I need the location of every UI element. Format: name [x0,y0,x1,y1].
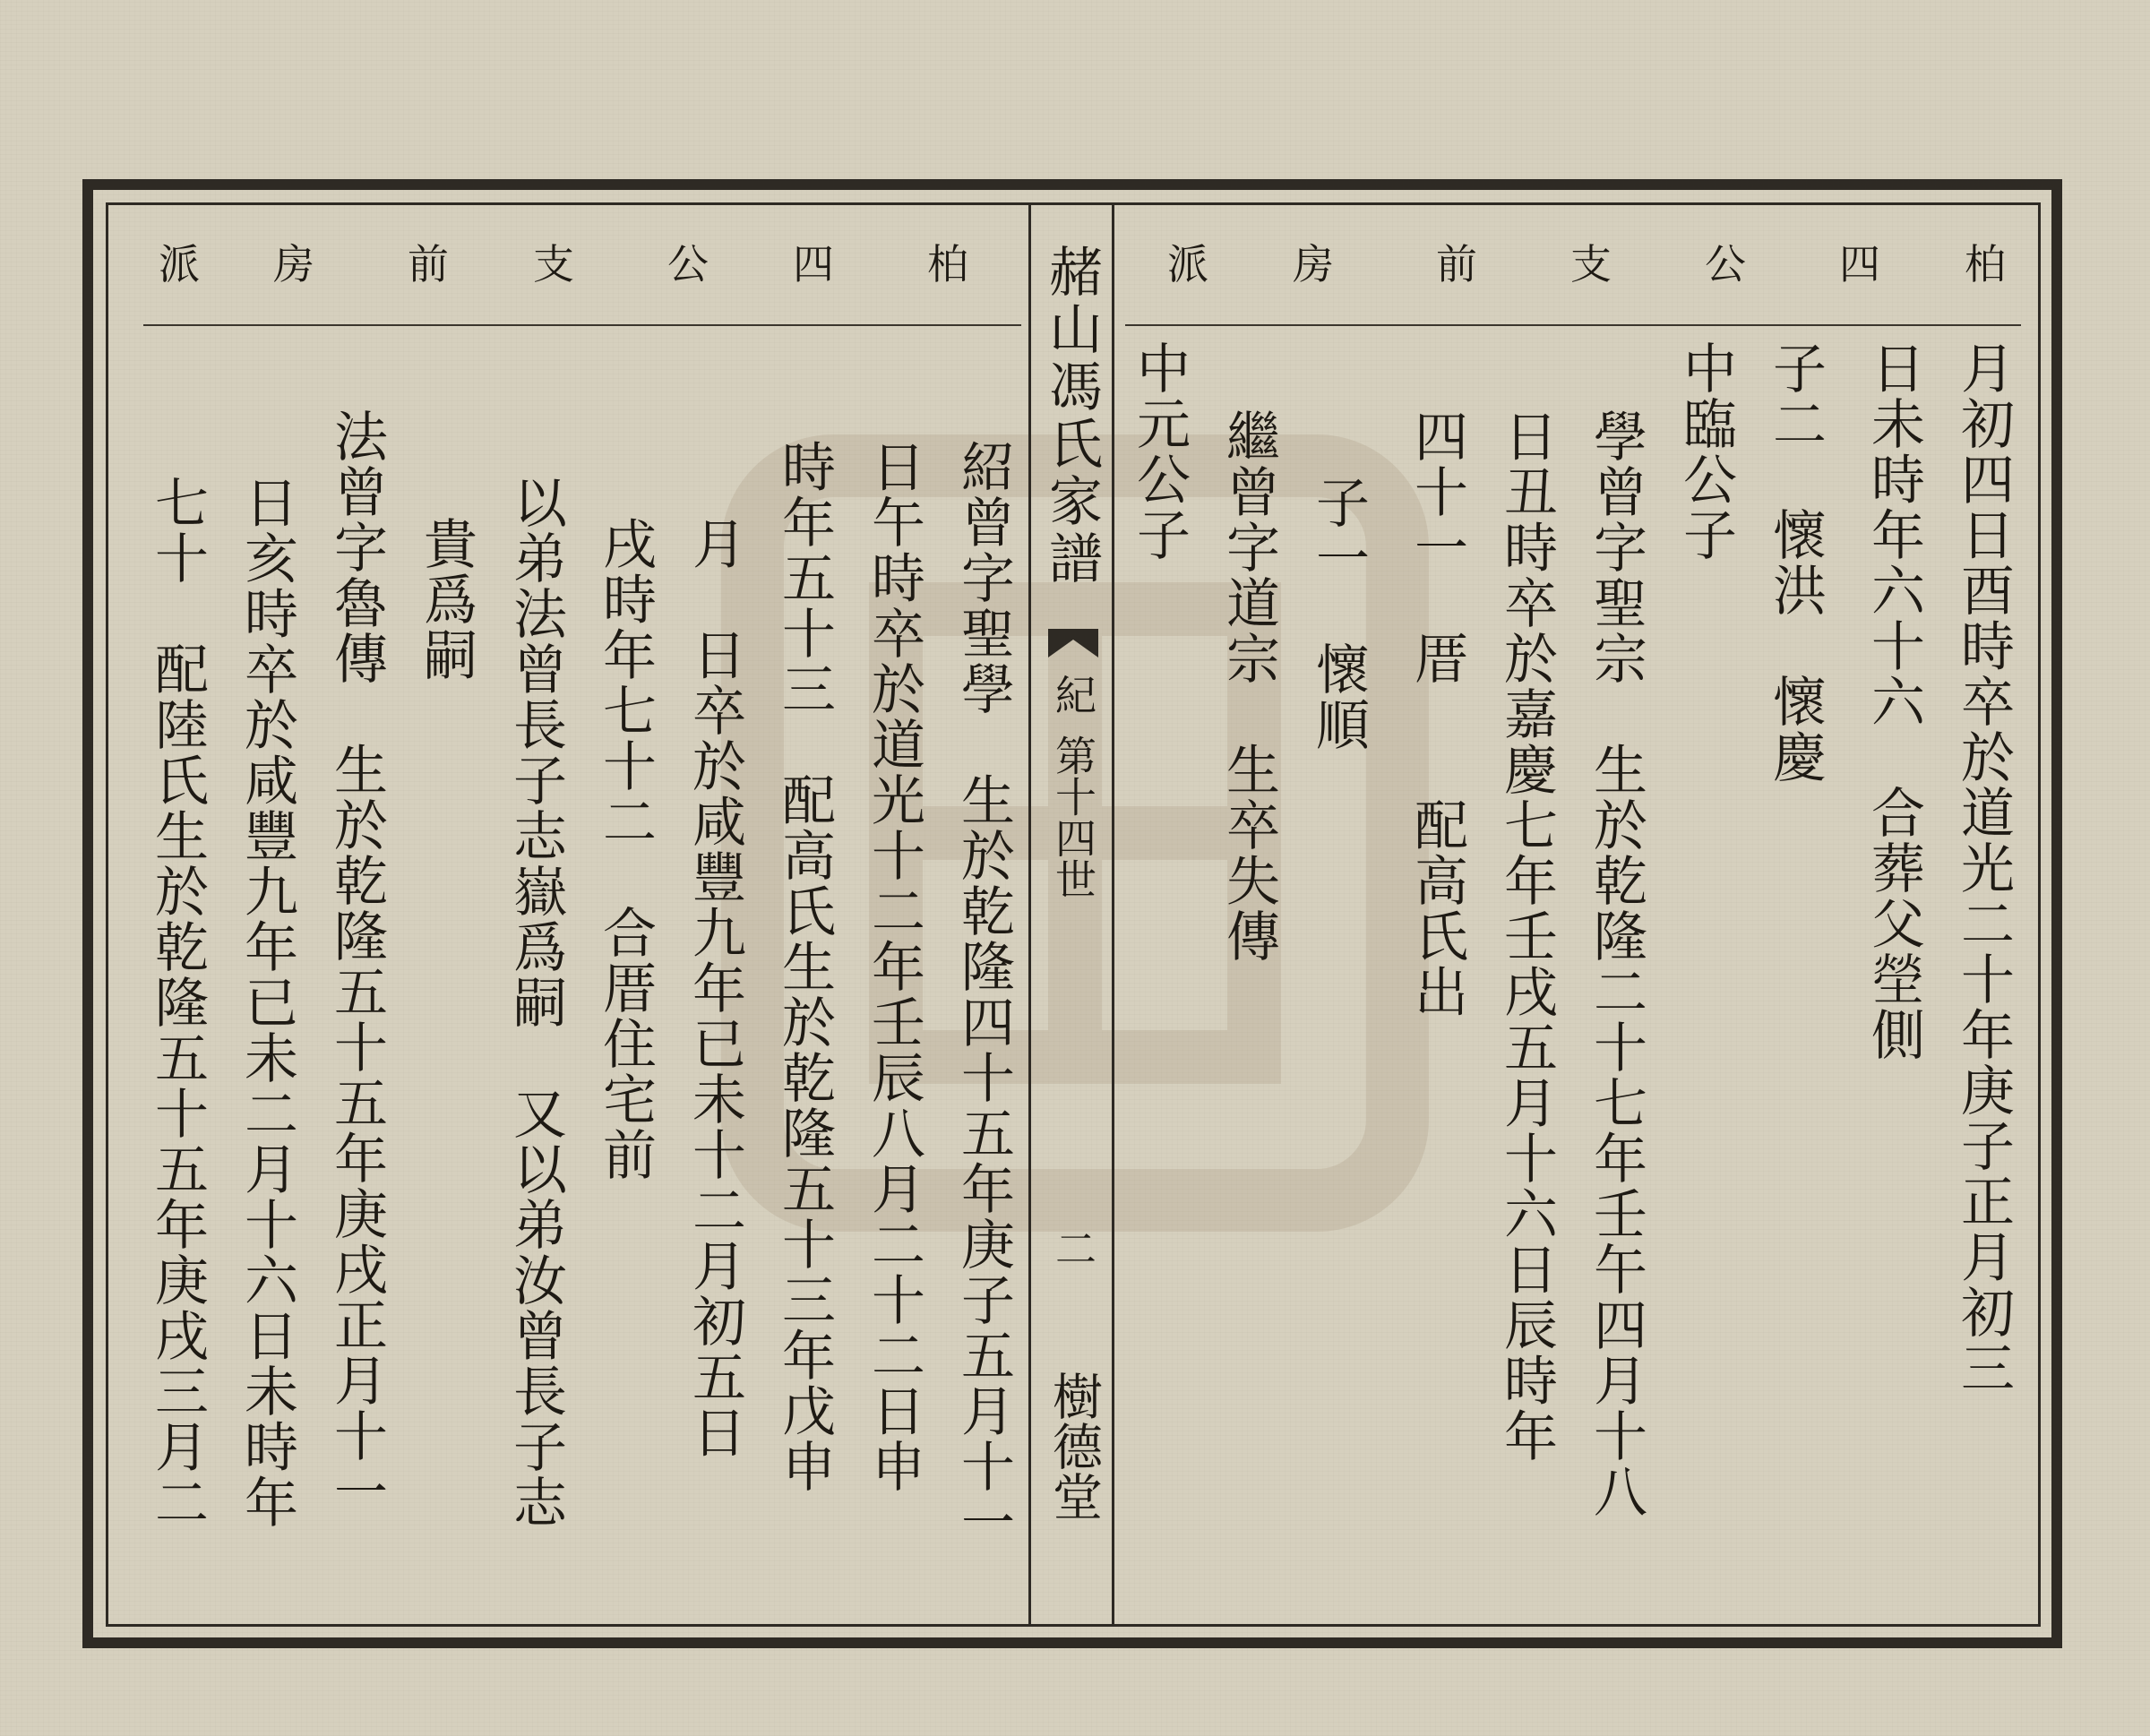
book-title: 赭山馮氏家譜 [1040,244,1103,588]
header-char: 房 [273,240,314,288]
text-column: 繼曾字道宗 生卒失傳 [1217,408,1280,964]
text-column: 日午時卒於道光十二年壬辰八月二十二日申 [863,439,925,1494]
text-column: 學曾字聖宗 生於乾隆二十七年壬午四月十八 [1585,408,1647,1519]
text-column: 中元公子 [1128,340,1191,563]
header-char: 房 [1293,240,1334,288]
header-char: 柏 [1965,240,2006,288]
text-column: 子二 懷洪 懷慶 [1764,340,1827,785]
header-char: 前 [1436,240,1477,288]
header-char: 四 [1839,240,1880,288]
header-char: 公 [667,240,709,288]
text-column: 戌時年七十二 合厝住宅前 [594,516,657,1182]
header-char: 前 [408,240,449,288]
header-char: 支 [533,240,574,288]
text-column: 月初四日酉時卒於道光二十年庚子正月初三 [1952,340,2015,1396]
fish-tail-mark [1046,627,1100,659]
header-char: 柏 [927,240,968,288]
hall-name: 樹德堂 [1045,1371,1103,1521]
text-column: 日未時年六十六 合葬父塋側 [1862,340,1925,1062]
header-rule-right [1125,324,2021,326]
text-column: 中臨公子 [1674,340,1737,563]
text-column: 子一 懷順 [1307,475,1370,752]
header-char: 派 [159,240,200,288]
header-char: 四 [793,240,834,288]
text-column: 七十 配陸氏生於乾隆五十五年庚戌三月二 [146,475,209,1530]
text-column: 日亥時卒於咸豐九年已未二月十六日未時年 [236,475,298,1530]
text-column: 時年五十三 配高氏生於乾隆五十三年戊申 [773,439,836,1494]
page-number: 二 [1049,1227,1097,1268]
text-column: 以弟法曾長子志嶽爲嗣 又以弟汝曾長子志 [504,475,567,1530]
header-char: 支 [1570,240,1612,288]
section-label: 紀 [1049,674,1097,715]
text-column: 日丑時卒於嘉慶七年壬戌五月十六日辰時年 [1495,408,1558,1464]
header-char: 公 [1705,240,1746,288]
text-column: 紹曾字聖學 生於乾隆四十五年庚子五月十一 [952,439,1015,1550]
header-rule-left [143,324,1021,326]
generation-label: 第十四世 [1049,735,1097,899]
text-column: 月 日卒於咸豐九年已未十二月初五日 [684,516,746,1460]
text-column: 貴爲嗣 [415,516,477,683]
header-char: 派 [1167,240,1208,288]
text-column: 法曾字魯傳 生於乾隆五十五年庚戌正月十一 [325,408,388,1519]
text-column: 四十一 厝 配高氏出 [1406,408,1468,1019]
